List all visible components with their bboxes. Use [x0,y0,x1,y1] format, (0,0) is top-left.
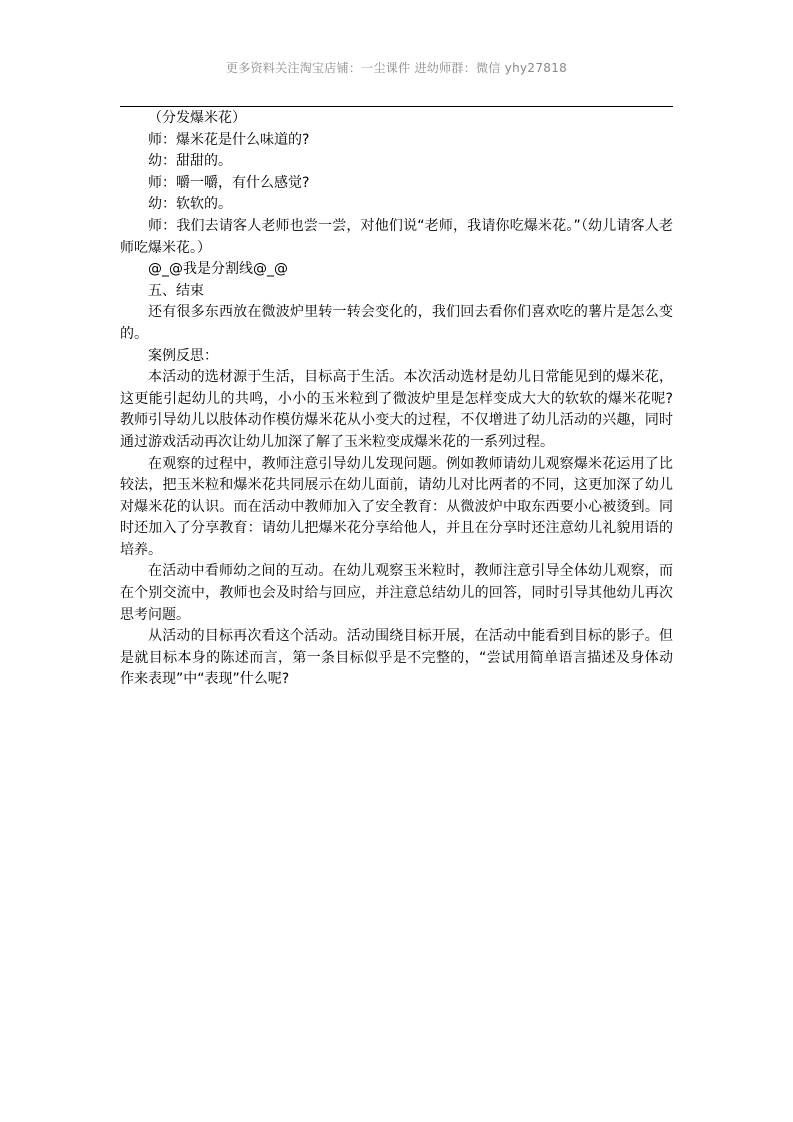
paragraph-reflection-4: 从活动的目标再次看这个活动。活动围绕目标开展，在活动中能看到目标的影子。但是就目标本身的陈述而言，第一条目标似乎是不完整的，“尝试用简单语言描述及身体动作来表现”中“表现”什么呢? [120,628,673,688]
paragraph-distribute: （分发爆米花） [148,110,246,126]
section-separator: @_@我是分割线@_@ [148,261,288,278]
page-header: 更多资料关注淘宝店铺：一尘课件 进幼师群：微信 yhy27818 [225,61,568,75]
paragraph-reflection-1: 本活动的选材源于生活，目标高于生活。本次活动选材是幼儿日常能见到的爆米花，这更能引起幼儿的共鸣，小小的玉米粒到了微波炉里是怎样变成大大的软软的爆米花呢?教师引导幼儿以肢体动作模仿爆米花从小变大的过程，不仅增进了幼儿活动的兴趣，同时通过游戏活动再次让幼儿加深了解了玉米粒变成爆米花的一系列过程。 [120,369,673,450]
paragraph-child-soft: 幼：软软的。 [148,196,232,213]
paragraph-teacher-chew: 师：嚼一嚼，有什么感觉? [148,174,310,191]
paragraph-teacher-taste: 师：爆米花是什么味道的? [148,131,310,148]
section-heading-ending: 五、结束 [148,282,204,299]
section-heading-reflection: 案例反思： [148,347,218,364]
paragraph-ending: 还有很多东西放在微波炉里转一转会变化的，我们回去看你们喜欢吃的薯片是怎么变的。 [120,304,673,342]
paragraph-invite-guests: 师：我们去请客人老师也尝一尝，对他们说“老师，我请你吃爆米花。”（幼儿请客人老师吃爆米花。） [120,217,673,256]
document-body [120,108,673,691]
paragraph-reflection-2: 在观察的过程中，教师注意引导幼儿发现问题。例如教师请幼儿观察爆米花运用了比较法，把玉米粒和爆米花共同展示在幼儿面前，请幼儿对比两者的不同，这更加深了幼儿对爆米花的认识。而在活动中教师加入了安全教育：从微波炉中取东西要小心被烫到。同时还加入了分享教育：请幼儿把爆米花分享给他人，并且在分享时还注意幼儿礼貌用语的培养。 [120,455,673,558]
paragraph-reflection-3: 在活动中看师幼之间的互动。在幼儿观察玉米粒时，教师注意引导全体幼儿观察，而在个别交流中，教师也会及时给与回应，并注意总结幼儿的回答，同时引导其他幼儿再次思考问题。 [120,563,673,623]
header-divider [120,106,673,107]
paragraph-child-sweet: 幼：甜甜的。 [148,153,232,170]
